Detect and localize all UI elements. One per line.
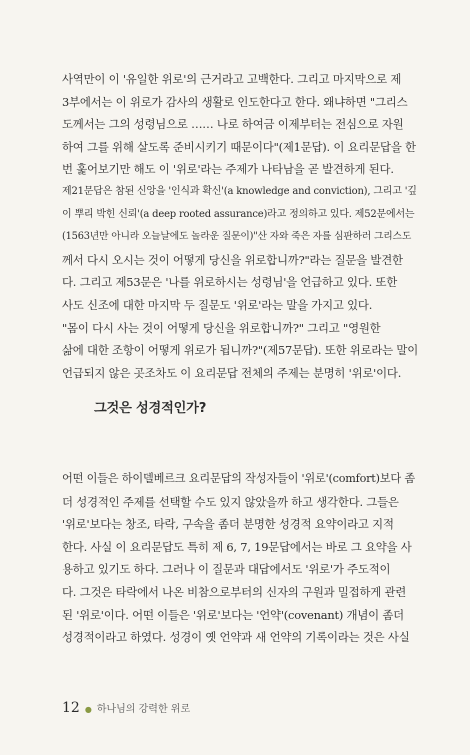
text-line: "몸이 다시 사는 것이 어떻게 당신을 위로합니까?" 그리고 "영원한	[62, 320, 381, 335]
text-line: 삶에 대한 조항이 어떻게 위로가 됩니까?"(제57문답). 또한 위로라는 말이	[62, 343, 418, 358]
text-line: 사역만이 이 '유일한 위로'의 근거라고 고백한다. 그리고 마지막으로 제	[62, 72, 402, 86]
text-line: 한다. 사실 이 요리문답도 특히 제 6, 7, 19문답에서는 바로 그 요약을 사	[62, 539, 412, 554]
bullet-dot-icon: ●	[84, 705, 92, 714]
text-line: 제21문답은 참된 신앙을 '인식과 확신'(a knowledge and conviction), 그리고 '깊	[62, 185, 417, 197]
text-line: 번 훑어보기만 해도 이 '위로'라는 주제가 나타남을 곧 발견하게 된다.	[62, 162, 394, 177]
text-line: 하여 그를 위해 살도록 준비시키기 때문이다"(제1문답). 이 요리문답을 한	[62, 139, 416, 154]
body-paragraph-1	[62, 68, 418, 384]
section-heading: 그것은 성경적인가?	[94, 401, 207, 416]
text-line: 께서 다시 오시는 것이 어떻게 당신을 위로합니까?"라는 질문을 발견한	[62, 252, 403, 267]
text-line: '위로'보다는 창조, 타락, 구속을 좀더 분명한 성경적 요약이라고 지적	[62, 517, 394, 532]
text-line: 된 '위로'이다. 어떤 이들은 '위로'보다는 '언약'(covenant) 개념이 좀더	[62, 607, 404, 622]
running-book-title: 하나님의 강력한 위로	[96, 704, 191, 715]
text-line: 어떤 이들은 하이델베르크 요리문답의 작성자들이 '위로'(comfort)보다 좀	[62, 472, 415, 485]
text-line: 성경적이라고 하였다. 성경이 옛 언약과 새 언약의 기록이라는 것은 사실	[62, 630, 410, 645]
text-line: 다. 그리고 제53문은 '나를 위로하시는 성령님'을 언급하고 있다. 또한	[62, 275, 398, 290]
text-line: 다. 그것은 타락에서 나온 비참으로부터의 신자의 구원과 밀접하게 관련	[62, 584, 407, 599]
body-paragraph-2	[62, 468, 418, 649]
text-line: 언급되지 않은 곳조차도 이 요리문답 전체의 주제는 분명히 '위로'이다.	[62, 365, 402, 380]
text-line: 더 성경적인 주제를 선택할 수도 있지 않았을까 하고 생각한다. 그들은	[62, 494, 399, 509]
text-line: 3부에서는 이 위로가 감사의 생활로 인도한다고 한다. 왜냐하면 "그리스	[62, 94, 408, 109]
text-line: 사도 신조에 대한 마지막 두 질문도 '위로'라는 말을 가지고 있다.	[62, 297, 373, 312]
text-line: 이 뿌리 박힌 신뢰'(a deep rooted assurance)라고 정의하고 있다. 제52문에서는	[62, 208, 415, 220]
page-number: 12	[62, 700, 80, 716]
text-line: 용하고 있기도 하다. 그러나 이 질문과 대답에서도 '위로'가 주도적이	[62, 562, 391, 577]
text-line: 도께서는 그의 성령님으로 …… 나로 하여금 이제부터는 전심으로 자원	[62, 117, 404, 132]
text-line: (1563년만 아니라 오늘날에도 놀라운 질문이)"산 자와 죽은 자를 심판하러 그리스도	[62, 231, 412, 243]
page-footer	[62, 700, 190, 716]
